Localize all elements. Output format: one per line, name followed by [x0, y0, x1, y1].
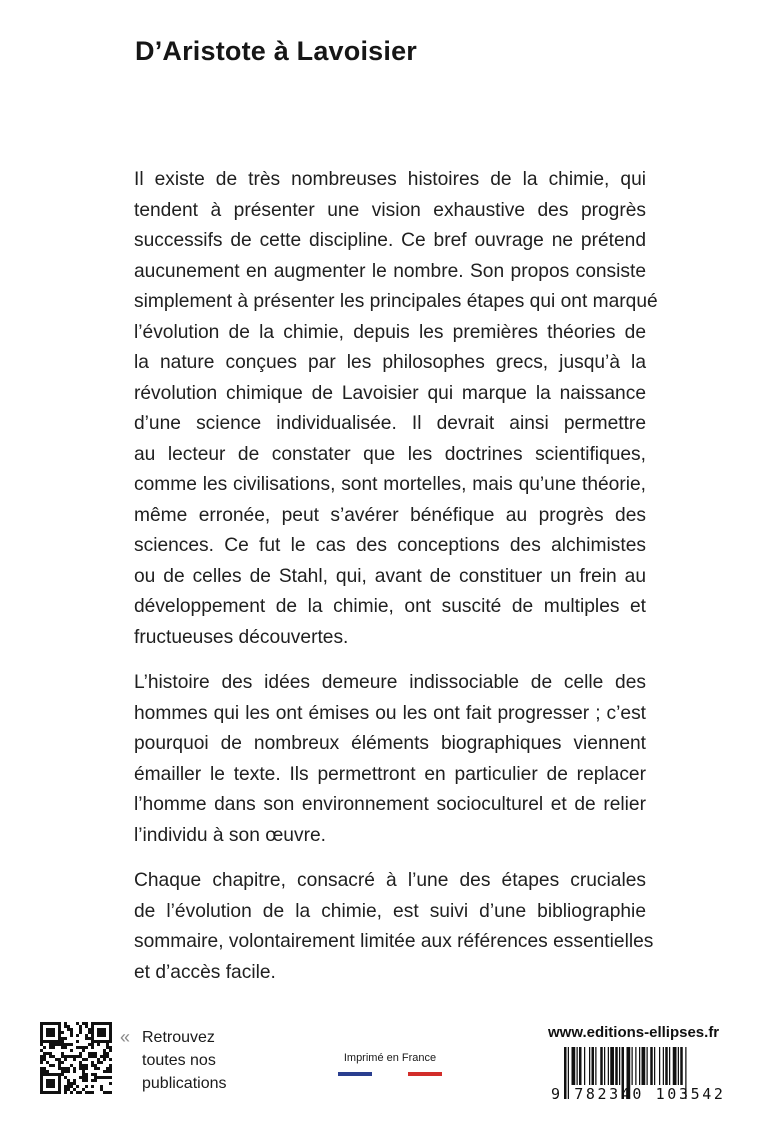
- flag-blue-stripe: [338, 1072, 372, 1076]
- text-line: d’une science individualisée. Il devrait ainsi permettre: [134, 413, 646, 434]
- paragraph-3: [134, 866, 654, 988]
- book-title: D’Aristote à Lavoisier: [135, 36, 417, 66]
- text-line: successifs de cette discipline. Ce bref ouvrage ne prétend: [134, 230, 646, 251]
- text-line: et d’accès facile.: [134, 961, 276, 983]
- printed-in-france: [338, 1052, 442, 1078]
- paragraph-2: [134, 668, 646, 851]
- chevron-left-icon: «: [120, 1027, 131, 1047]
- text-line: l’homme dans son environnement socioculturel et de relier: [134, 794, 646, 815]
- text-line: émailler le texte. Ils permettront en particulier de replacer: [134, 763, 646, 785]
- text-line: fructueuses découvertes.: [134, 626, 349, 648]
- text-line: pourquoi de nombreux éléments biographiques viennent: [134, 733, 646, 754]
- french-flag-icon: [338, 1072, 442, 1078]
- text-line: au lecteur de constater que les doctrines scientifiques,: [134, 443, 646, 465]
- text-line: L’histoire des idées demeure indissociable de celle des: [134, 672, 646, 693]
- text-line: révolution chimique de Lavoisier qui marque la naissance: [134, 382, 646, 404]
- blurb-text: [134, 165, 658, 1003]
- text-line: tendent à présenter une vision exhaustive des progrès: [134, 199, 646, 221]
- printed-label: Imprimé en France: [343, 1052, 437, 1064]
- qr-code-icon[interactable]: [40, 1022, 112, 1094]
- text-line: développement de la chimie, ont suscité de multiples et: [134, 596, 646, 617]
- text-line: sommaire, volontairement limitée aux références essentielles: [134, 931, 654, 952]
- retrouvez-line-2: toutes nos: [142, 1052, 216, 1069]
- retrouvez-publications[interactable]: [120, 1026, 260, 1095]
- text-line: Il existe de très nombreuses histoires de la chimie, qui: [134, 169, 646, 190]
- publisher-website[interactable]: www.editions-ellipses.fr: [548, 1024, 720, 1041]
- text-line: ou de celles de Stahl, qui, avant de constituer un frein au: [134, 565, 646, 587]
- text-line: comme les civilisations, sont mortelles, mais qu’une théorie,: [134, 474, 646, 495]
- retrouvez-line-1: Retrouvez: [142, 1029, 215, 1046]
- retrouvez-line-3: publications: [142, 1075, 227, 1092]
- paragraph-1: [134, 165, 658, 653]
- text-line: Chaque chapitre, consacré à l’une des étapes cruciales: [134, 870, 646, 891]
- isbn-digits: 9 782340 103542: [551, 1085, 726, 1103]
- text-line: la nature conçues par les philosophes grecs, jusqu’à la: [134, 352, 646, 373]
- text-line: même erronée, peut s’avérer bénéfique au progrès des: [134, 504, 646, 526]
- text-line: simplement à présenter les principales étapes qui ont marqué: [134, 291, 658, 312]
- text-line: aucunement en augmenter le nombre. Son propos consiste: [134, 260, 646, 282]
- text-line: sciences. Ce fut le cas des conceptions des alchimistes: [134, 535, 646, 556]
- text-line: hommes qui les ont émises ou les ont fait progresser ; c’est: [134, 702, 646, 724]
- text-line: l’individu à son œuvre.: [134, 824, 326, 846]
- text-line: l’évolution de la chimie, depuis les premières théories de: [134, 321, 646, 343]
- flag-red-stripe: [408, 1072, 442, 1076]
- text-line: de l’évolution de la chimie, est suivi d’une bibliographie: [134, 900, 646, 922]
